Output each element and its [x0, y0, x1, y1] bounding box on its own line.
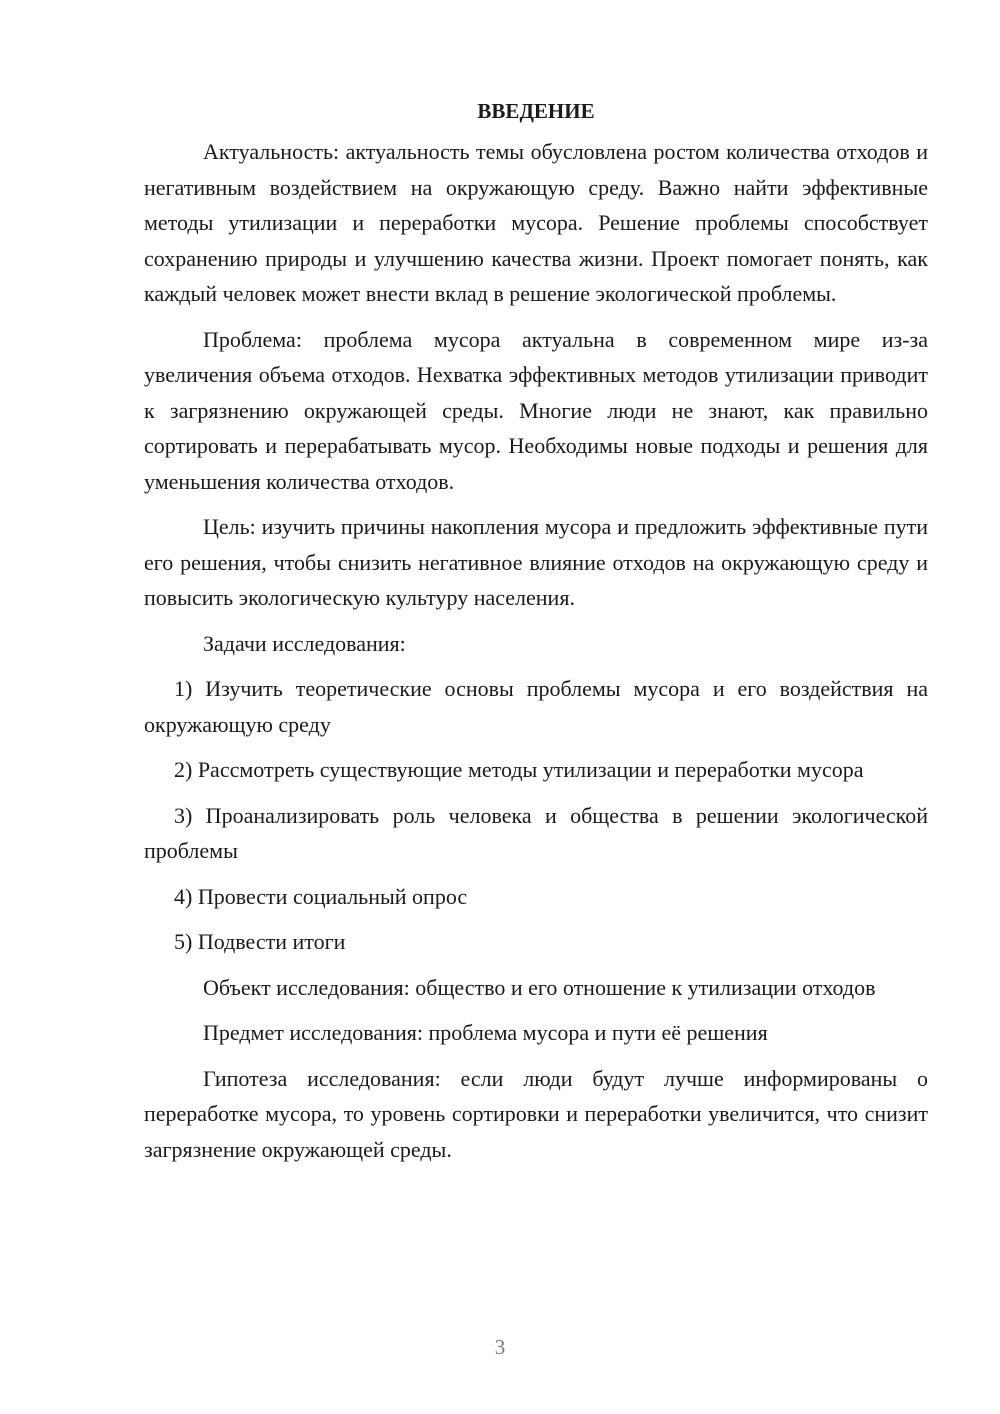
task-item-1: 1) Изучить теоретические основы проблемы мусора и его воздействия на окружающую среду — [144, 676, 928, 737]
paragraph-tasks-heading: Задачи исследования: — [203, 630, 406, 656]
task-item-3: 3) Проанализировать роль человека и общества в решении экологической проблемы — [144, 802, 928, 863]
paragraph-subject: Предмет исследования: проблема мусора и пути её решения — [203, 1020, 768, 1045]
task-item-4: 4) Провести социальный опрос — [174, 883, 468, 909]
page-number: 3 — [494, 1335, 506, 1359]
paragraph-object: Объект исследования: общество и его отношение к утилизации отходов — [203, 974, 876, 1000]
task-item-2: 2) Рассмотреть существующие методы утилизации и переработки мусора — [174, 757, 864, 782]
document-title: ВВЕДЕНИЕ — [477, 99, 595, 123]
paragraph-problem: Проблема: проблема мусора актуальна в современном мире из-за увеличения объема отходов. Нехватка эффективных методов утилизации приводит к загрязнению окружающей среды. Многие люди не знают, как правильно сортировать и перерабатывать мусор. Необходимы новые подходы и решения для уменьшения количества отходов. — [144, 326, 928, 494]
paragraph-hypothesis: Гипотеза исследования: если люди будут лучше информированы о переработке мусора, то уровень сортировки и переработки увеличится, что снизит загрязнение окружающей среды. — [144, 1065, 928, 1162]
task-item-5: 5) Подвести итоги — [174, 929, 346, 954]
paragraph-relevance: Актуальность: актуальность темы обусловлена ростом количества отходов и негативным воздействием на окружающую среду. Важно найти эффективные методы утилизации и переработки мусора. Решение проблемы способствует сохранению природы и улучшению качества жизни. Проект помогает понять, как каждый человек может внести вклад в решение экологической проблемы. — [144, 139, 928, 306]
paragraph-goal: Цель: изучить причины накопления мусора и предложить эффективные пути его решения, чтобы снизить негативное влияние отходов на окружающую среду и повысить экологическую культуру населения. — [144, 514, 928, 610]
